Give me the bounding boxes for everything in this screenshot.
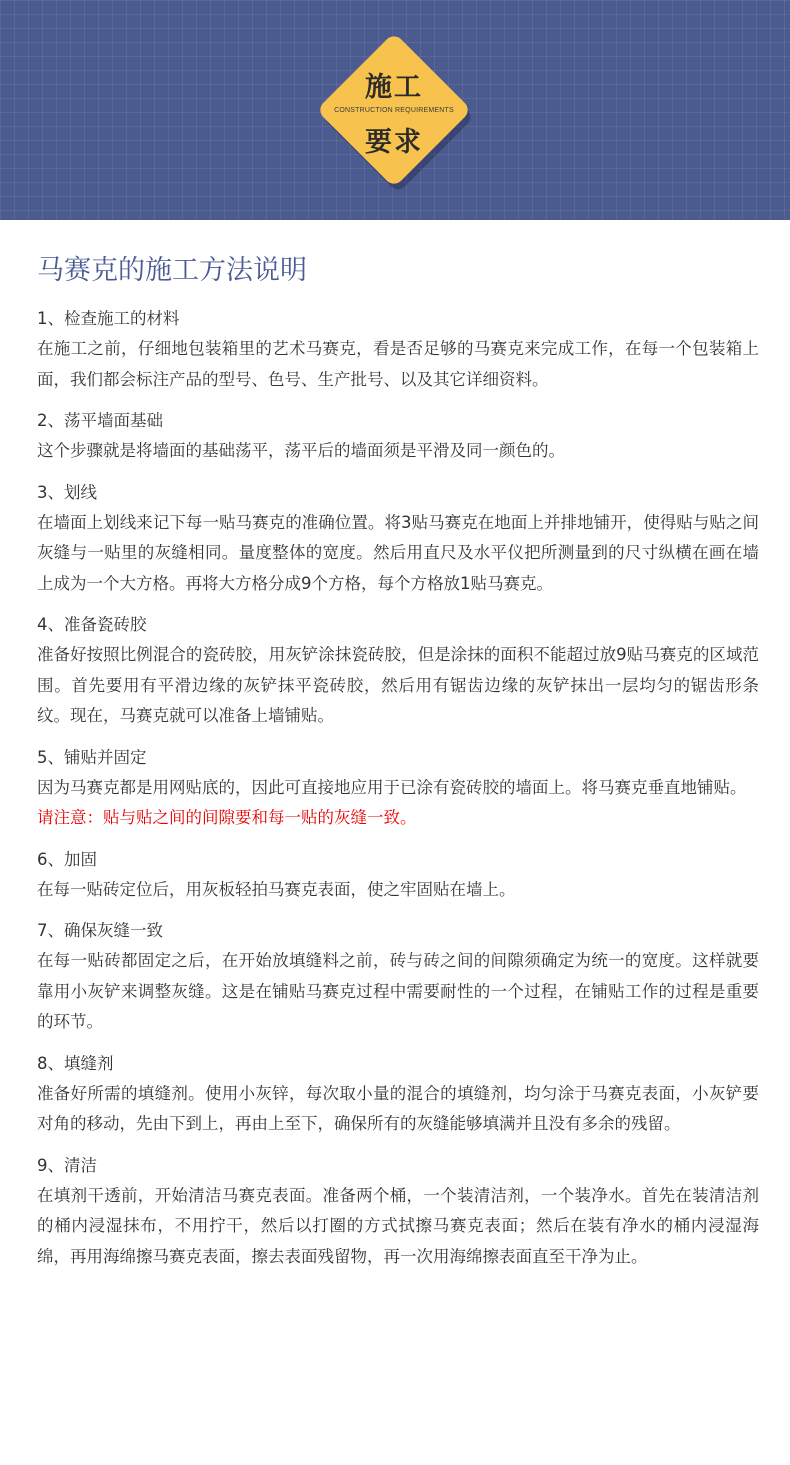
step-section-9 <box>37 1151 759 1273</box>
step-title: 8、填缝剂 <box>37 1053 114 1073</box>
step-section-1 <box>37 304 759 395</box>
step-section-2 <box>37 406 759 467</box>
step-body: 因为马赛克都是用网贴底的，因此可直接地应用于已涂有瓷砖胶的墙面上。将马赛克垂直地铺贴。 <box>37 777 747 797</box>
step-body: 在每一贴砖都固定之后，在开始放填缝料之前，砖与砖之间的间隙须确定为统一的宽度。这样就要靠用小灰铲来调整灰缝。这是在铺贴马赛克过程中需要耐性的一个过程，在铺贴工作的过程是重要的环节。 <box>37 951 759 1031</box>
instructions-content <box>37 252 759 1283</box>
step-title: 7、确保灰缝一致 <box>37 921 163 940</box>
badge-subtitle: CONSTRUCTION REQUIREMENTS <box>334 107 454 114</box>
step-body: 在施工之前，仔细地包装箱里的艺术马赛克，看是否足够的马赛克来完成工作，在每一个包装箱上面，我们都会标注产品的型号、色号、生产批号、以及其它详细资料。 <box>37 339 759 389</box>
step-title: 6、加固 <box>37 849 97 869</box>
step-title: 4、准备瓷砖胶 <box>37 615 147 634</box>
badge-text <box>316 32 472 188</box>
step-body: 在填剂干透前，开始清洁马赛克表面。准备两个桶，一个装清洁剂，一个装净水。首先在装清洁剂的桶内浸湿抹布，不用拧干，然后以打圈的方式拭擦马赛克表面；然后在装有净水的桶内浸湿海绵，再用海绵擦马赛克表面，擦去表面残留物，再一次用海绵擦表面直至干净为止。 <box>37 1185 759 1266</box>
header-banner <box>0 0 790 220</box>
badge-title-line1: 施工 <box>365 72 423 103</box>
step-body: 在墙面上划线来记下每一贴马赛克的准确位置。将3贴马赛克在地面上并排地铺开，使得贴与贴之间灰缝与一贴里的灰缝相同。量度整体的宽度。然后用直尺及水平仪把所测量到的尺寸纵横在画在墙上成为一个大方格。再将大方格分成9个方格，每个方格放1贴马赛克。 <box>37 512 759 593</box>
step-section-6 <box>37 845 759 906</box>
step-body: 这个步骤就是将墙面的基础荡平，荡平后的墙面须是平滑及同一颜色的。 <box>37 441 565 460</box>
step-title: 1、检查施工的材料 <box>37 309 180 328</box>
warning-note: 请注意：贴与贴之间的间隙要和每一贴的灰缝一致。 <box>37 808 417 827</box>
step-title: 5、铺贴并固定 <box>37 747 147 767</box>
step-body: 准备好按照比例混合的瓷砖胶，用灰铲涂抹瓷砖胶，但是涂抹的面积不能超过放9贴马赛克的区域范围。首先要用有平滑边缘的灰铲抹平瓷砖胶，然后用有锯齿边缘的灰铲抹出一层均匀的锯齿形条纹。现在，马赛克就可以准备上墙铺贴。 <box>37 645 759 725</box>
step-title: 9、清洁 <box>37 1155 97 1175</box>
step-title: 2、荡平墙面基础 <box>37 411 163 430</box>
page-title: 马赛克的施工方法说明 <box>37 255 307 286</box>
step-section-4 <box>37 610 759 732</box>
badge-title-line2: 要求 <box>365 127 423 158</box>
step-section-7 <box>37 916 759 1038</box>
step-section-5 <box>37 743 759 834</box>
step-title: 3、划线 <box>37 482 97 502</box>
step-section-8 <box>37 1049 759 1140</box>
step-body: 在每一贴砖定位后，用灰板轻拍马赛克表面，使之牢固贴在墙上。 <box>37 879 516 899</box>
step-body: 准备好所需的填缝剂。使用小灰锌，每次取小量的混合的填缝剂，均匀涂于马赛克表面，小灰铲要对角的移动，先由下到上，再由上至下，确保所有的灰缝能够填满并且没有多余的残留。 <box>37 1083 759 1133</box>
construction-badge <box>316 32 472 188</box>
step-section-3 <box>37 478 759 600</box>
